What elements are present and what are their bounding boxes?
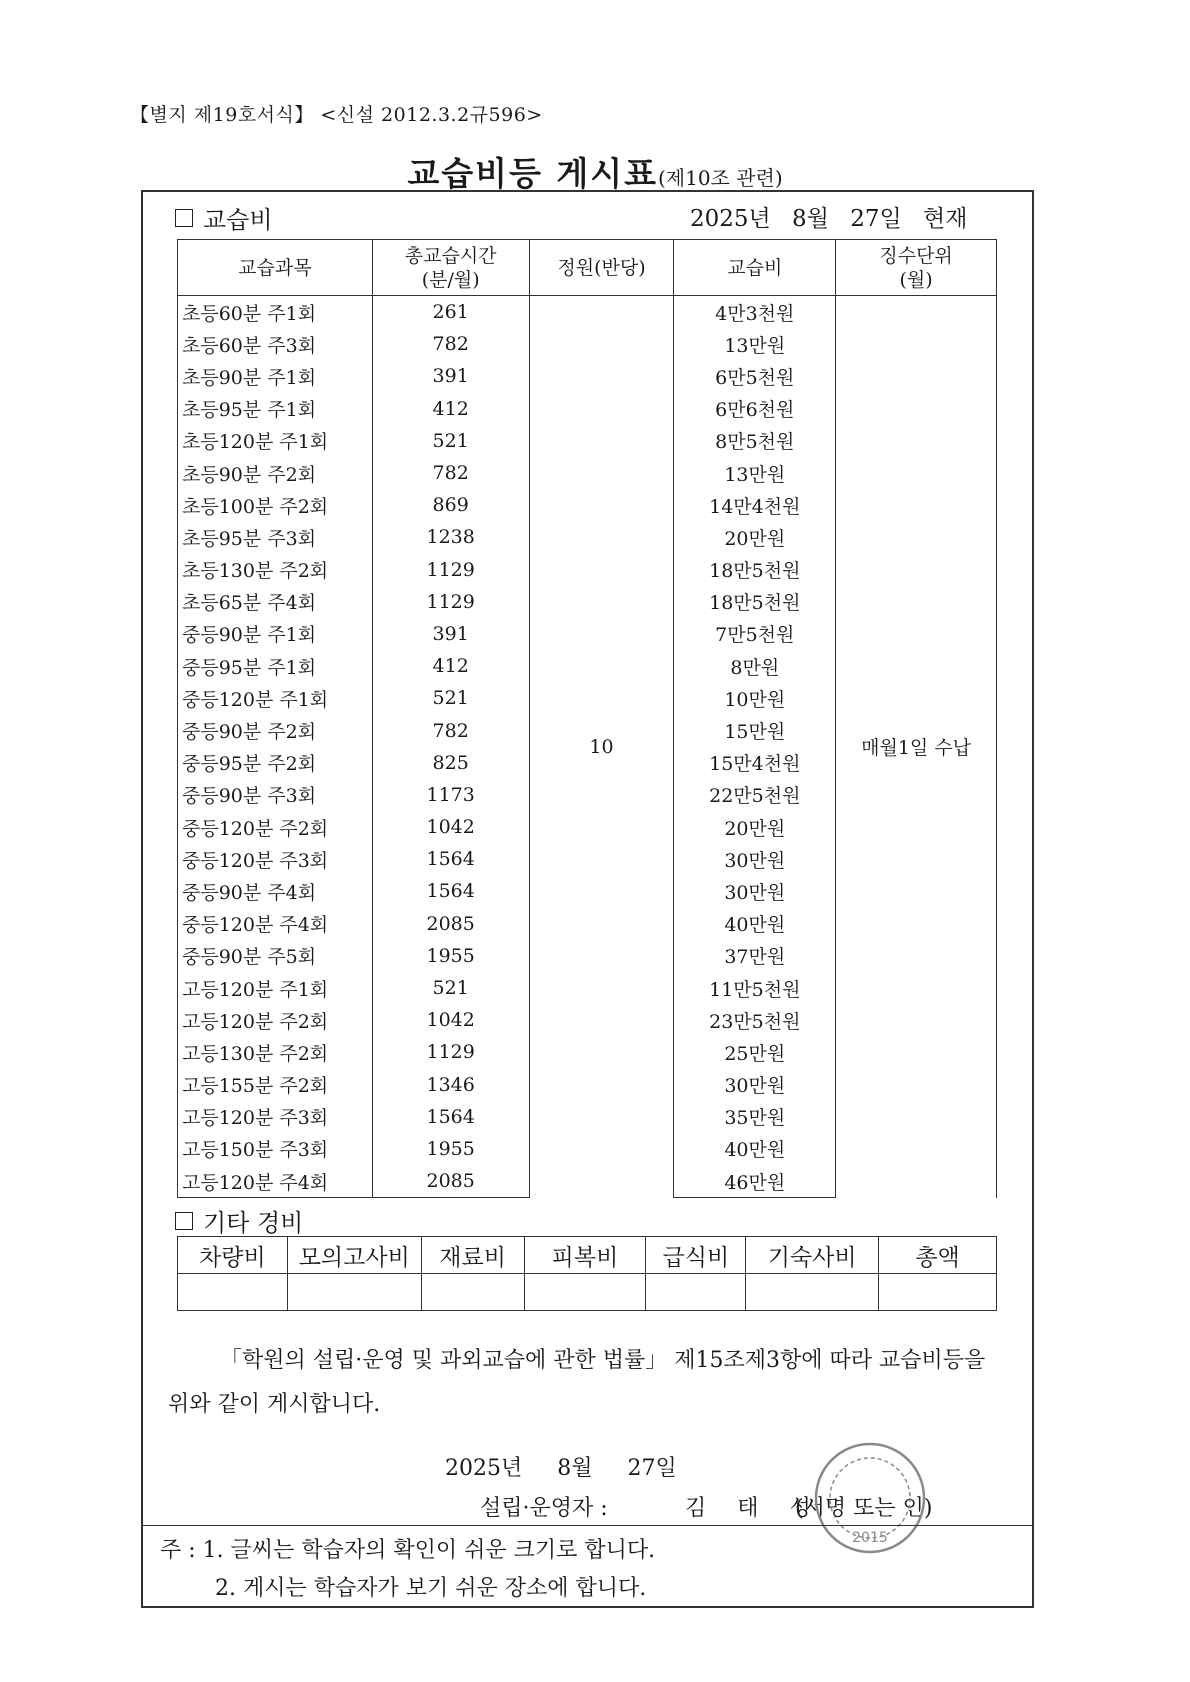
other-expenses-table: [177, 1236, 997, 1311]
cell-dormitory: [746, 1274, 879, 1311]
cell-subject: 중등120분 주2회: [178, 811, 373, 843]
cell-hours: 412: [372, 650, 529, 682]
cell-fee: 30만원: [674, 1069, 836, 1101]
document-title: [0, 148, 1190, 195]
cell-hours: 1955: [372, 940, 529, 972]
form-label: 【별지 제19호서식】 <신설 2012.3.2규596>: [130, 104, 543, 126]
checkbox-icon: [175, 1212, 193, 1230]
fee-table-body: [178, 296, 997, 1198]
cell-hours: 782: [372, 328, 529, 360]
cell-fee: 8만5천원: [674, 425, 836, 457]
cell-hours: 1129: [372, 1036, 529, 1068]
cell-hours: 521: [372, 682, 529, 714]
seal-year: 2015: [852, 1530, 888, 1546]
law-statement: 「학원의 설립·운영 및 과외교습에 관한 법률」 제15조제3항에 따라 교습비등을 위와 같이 게시합니다.: [168, 1348, 986, 1417]
cell-subject: 초등60분 주1회: [178, 296, 373, 329]
cell-hours: 782: [372, 457, 529, 489]
cell-hours: 2085: [372, 1165, 529, 1198]
cell-fee: 7만5천원: [674, 618, 836, 650]
title-main: 교습비등 게시표: [407, 154, 658, 193]
cell-hours: 1173: [372, 779, 529, 811]
cell-fee: 20만원: [674, 521, 836, 553]
cell-fee: 22만5천원: [674, 779, 836, 811]
other-table-header: [178, 1237, 997, 1274]
cell-subject: 중등90분 주5회: [178, 940, 373, 972]
cell-fee: 40만원: [674, 1133, 836, 1165]
col-uniform: 피복비: [524, 1237, 646, 1274]
cell-mock-exam: [287, 1274, 421, 1311]
cell-hours: 1042: [372, 1004, 529, 1036]
cell-fee: 40만원: [674, 908, 836, 940]
cell-subject: 중등90분 주3회: [178, 779, 373, 811]
col-subject: 교습과목: [178, 240, 373, 296]
cell-fee: 8만원: [674, 650, 836, 682]
cell-subject: 초등65분 주4회: [178, 586, 373, 618]
cell-hours: 1346: [372, 1069, 529, 1101]
cell-hours: 521: [372, 425, 529, 457]
cell-fee: 6만6천원: [674, 393, 836, 425]
other-heading-label: 기타 경비: [203, 1209, 304, 1237]
cell-fee: 14만4천원: [674, 489, 836, 521]
cell-subject: 고등120분 주4회: [178, 1165, 373, 1198]
cell-fee: 30만원: [674, 875, 836, 907]
cell-fee: 10만원: [674, 682, 836, 714]
cell-capacity: 10: [529, 296, 674, 1198]
cell-fee: 20만원: [674, 811, 836, 843]
col-dormitory: 기숙사비: [746, 1237, 879, 1274]
signature-hint: (서명 또는 인): [795, 1496, 933, 1521]
cell-hours: 1564: [372, 875, 529, 907]
current-date: 2025년 8월 27일 현재: [690, 206, 968, 232]
cell-hours: 261: [372, 296, 529, 329]
cell-subject: 고등130분 주2회: [178, 1036, 373, 1068]
cell-hours: 869: [372, 489, 529, 521]
cell-fee: 13만원: [674, 328, 836, 360]
cell-collection: 매월1일 수납: [836, 296, 997, 1198]
sign-date: 2025년 8월 27일: [445, 1456, 677, 1481]
cell-hours: 391: [372, 618, 529, 650]
cell-subject: 초등90분 주1회: [178, 360, 373, 392]
col-total-hours: [372, 240, 529, 296]
other-table-row: [178, 1274, 997, 1311]
cell-subject: 고등120분 주3회: [178, 1101, 373, 1133]
cell-fee: 15만원: [674, 714, 836, 746]
cell-hours: 1564: [372, 1101, 529, 1133]
cell-subject: 고등120분 주1회: [178, 972, 373, 1004]
cell-fee: 6만5천원: [674, 360, 836, 392]
cell-subject: 중등95분 주1회: [178, 650, 373, 682]
col-capacity: 정원(반당): [529, 240, 674, 296]
cell-hours: 1129: [372, 586, 529, 618]
notes-divider: [141, 1525, 1034, 1526]
col-mock-exam: 모의고사비: [287, 1237, 421, 1274]
cell-hours: 412: [372, 393, 529, 425]
cell-fee: 4만3천원: [674, 296, 836, 329]
cell-fee: 18만5천원: [674, 586, 836, 618]
cell-vehicle: [178, 1274, 288, 1311]
cell-subject: 중등90분 주2회: [178, 714, 373, 746]
cell-hours: 1955: [372, 1133, 529, 1165]
fee-table-header: [178, 240, 997, 296]
cell-subject: 중등120분 주4회: [178, 908, 373, 940]
cell-hours: 521: [372, 972, 529, 1004]
cell-hours: 1564: [372, 843, 529, 875]
cell-subject: 중등95분 주2회: [178, 747, 373, 779]
cell-hours: 391: [372, 360, 529, 392]
col-collection: [836, 240, 997, 296]
table-row: [178, 296, 997, 329]
cell-fee: 25만원: [674, 1036, 836, 1068]
cell-hours: 1042: [372, 811, 529, 843]
cell-hours: 825: [372, 747, 529, 779]
cell-hours: 1238: [372, 521, 529, 553]
title-sub: (제10조 관련): [657, 166, 783, 190]
note-1: 주 : 1. 글씨는 학습자의 확인이 쉬운 크기로 합니다.: [160, 1538, 656, 1563]
cell-subject: 중등120분 주1회: [178, 682, 373, 714]
cell-hours: 782: [372, 714, 529, 746]
cell-materials: [421, 1274, 524, 1311]
col-total-hours-line1: 총교습시간: [404, 244, 497, 267]
col-collection-line2: (월): [899, 268, 933, 291]
col-collection-line1: 징수단위: [879, 244, 953, 267]
cell-uniform: [524, 1274, 646, 1311]
col-materials: 재료비: [421, 1237, 524, 1274]
cell-subject: 고등150분 주3회: [178, 1133, 373, 1165]
col-vehicle: 차량비: [178, 1237, 288, 1274]
cell-hours: 1129: [372, 554, 529, 586]
cell-fee: 37만원: [674, 940, 836, 972]
cell-meals: [646, 1274, 746, 1311]
col-fee: 교습비: [674, 240, 836, 296]
fee-table: [177, 239, 997, 1198]
col-total: 총액: [879, 1237, 997, 1274]
cell-subject: 중등90분 주4회: [178, 875, 373, 907]
seal-inner-ring: [830, 1458, 910, 1538]
cell-subject: 초등130분 주2회: [178, 554, 373, 586]
cell-fee: 46만원: [674, 1165, 836, 1198]
cell-subject: 초등120분 주1회: [178, 425, 373, 457]
cell-subject: 초등100분 주2회: [178, 489, 373, 521]
cell-fee: 23만5천원: [674, 1004, 836, 1036]
cell-fee: 15만4천원: [674, 747, 836, 779]
cell-subject: 고등155분 주2회: [178, 1069, 373, 1101]
cell-hours: 2085: [372, 908, 529, 940]
col-meals: 급식비: [646, 1237, 746, 1274]
cell-subject: 중등90분 주1회: [178, 618, 373, 650]
cell-subject: 초등95분 주1회: [178, 393, 373, 425]
cell-fee: 35만원: [674, 1101, 836, 1133]
cell-fee: 18만5천원: [674, 554, 836, 586]
cell-fee: 11만5천원: [674, 972, 836, 1004]
other-section-heading: [175, 1203, 303, 1238]
official-seal: [810, 1438, 930, 1558]
cell-subject: 초등95분 주3회: [178, 521, 373, 553]
checkbox-icon: [175, 209, 193, 227]
cell-fee: 30만원: [674, 843, 836, 875]
cell-subject: 초등60분 주3회: [178, 328, 373, 360]
signer-name: 김 태 성: [685, 1496, 823, 1521]
note-2: 2. 게시는 학습자가 보기 쉬운 장소에 합니다.: [215, 1576, 647, 1601]
cell-total: [879, 1274, 997, 1311]
fee-section-heading: [175, 200, 273, 235]
cell-subject: 중등120분 주3회: [178, 843, 373, 875]
cell-subject: 고등120분 주2회: [178, 1004, 373, 1036]
cell-fee: 13만원: [674, 457, 836, 489]
col-total-hours-line2: (분/월): [421, 268, 480, 291]
cell-subject: 초등90분 주2회: [178, 457, 373, 489]
founder-label: 설립·운영자 :: [480, 1496, 608, 1521]
fee-heading-label: 교습비: [203, 206, 273, 234]
